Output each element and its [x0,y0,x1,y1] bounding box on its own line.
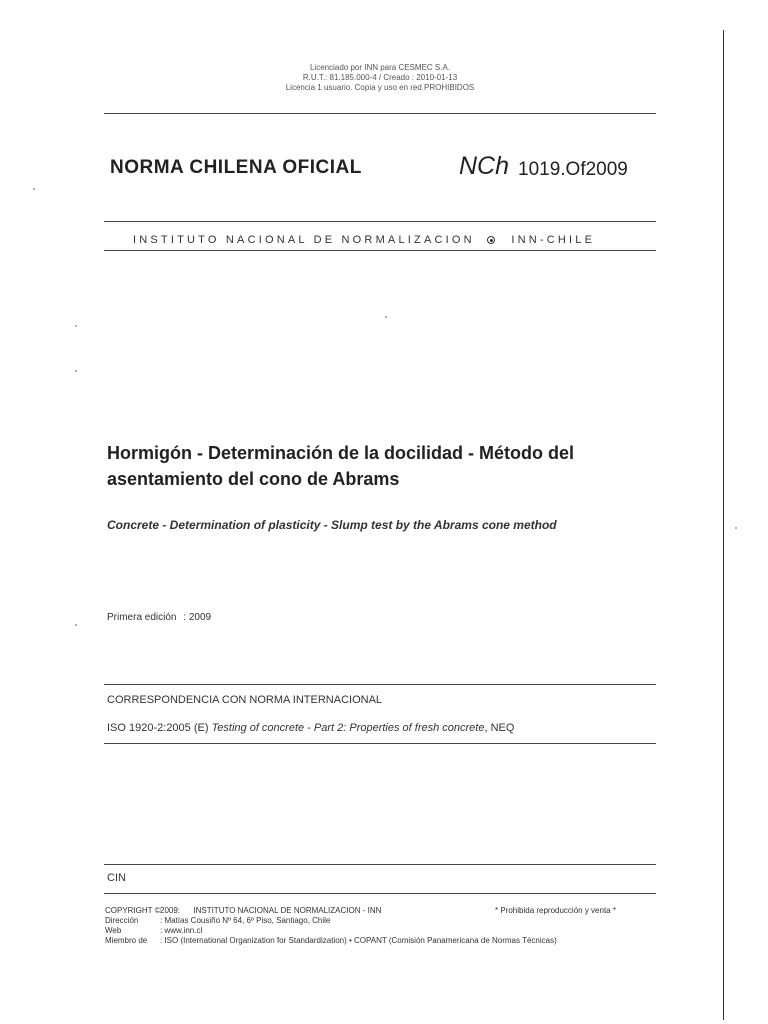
institute-rule-bottom [104,250,656,251]
nch-prefix: NCh [459,152,510,180]
norma-heading: NORMA CHILENA OFICIAL [110,157,362,178]
web-label: Web [105,926,122,935]
miembro-value: : ISO (International Organization for Standardization) • COPANT (Comisión Panamericana de Normas Técnicas) [160,936,557,945]
cin-label: CIN [107,872,126,884]
edition-label: Primera edición [107,612,177,623]
institute-name: INSTITUTO NACIONAL DE NORMALIZACION [133,234,475,246]
correspondence-rule-top [104,684,656,685]
institute-line [133,234,595,246]
license-notice [180,63,580,93]
iso-reference [107,722,514,734]
miembro-label: Miembro de [105,936,148,945]
scan-speck [33,188,35,190]
cin-rule-bottom [104,893,656,894]
scan-speck [75,624,77,626]
title-english: Concrete - Determination of plasticity - Slump test by the Abrams cone method [107,518,557,532]
top-rule [104,113,656,114]
institute-short: INN-CHILE [511,234,596,246]
footer-direccion-row [105,916,665,926]
iso-suffix: , NEQ [484,722,515,734]
license-line-2: R.U.T.: 81.185.000-4 / Creado : 2010-01-13 [302,73,458,82]
license-line-1: Licenciado por INN para CESMEC S.A. [309,63,451,72]
scan-speck [75,325,77,327]
prohibido-notice: * Prohibida reproducción y venta * [495,906,616,915]
footer [105,906,665,946]
edition-line [107,612,211,623]
license-line-3: Licencia 1 usuario. Copia y uso en red PROHIBIDOS [285,83,475,92]
copyright-label: COPYRIGHT © [105,906,161,915]
iso-code: ISO 1920-2:2005 (E) [107,722,209,734]
iso-title: Testing of concrete - Part 2: Properties of fresh concrete [211,722,485,734]
scan-speck [75,370,77,372]
web-value: : www.inn.cl [160,926,203,935]
direccion-value: : Matías Cousiño Nº 64, 6º Piso, Santiago, Chile [160,916,331,925]
page-edge-line [723,30,724,1020]
copyright-value: 2009: INSTITUTO NACIONAL DE NORMALIZACION - INN [160,906,382,915]
title-spanish: Hormigón - Determinación de la docilidad - Método del asentamiento del cono de Abrams [107,443,575,489]
bullet-icon [487,236,495,244]
correspondence-rule-bottom [104,743,656,744]
footer-web-row [105,926,665,936]
footer-copyright-row [105,906,665,916]
scan-speck [385,316,387,318]
correspondence-heading: CORRESPONDENCIA CON NORMA INTERNACIONAL [107,694,383,706]
nch-number: 1019.Of2009 [518,159,628,180]
footer-miembro-row [105,936,665,946]
institute-rule-top [104,221,656,222]
cin-rule-top [104,864,656,865]
edition-value: : 2009 [183,612,212,623]
scan-speck [735,527,737,529]
direccion-label: Dirección [105,916,139,925]
